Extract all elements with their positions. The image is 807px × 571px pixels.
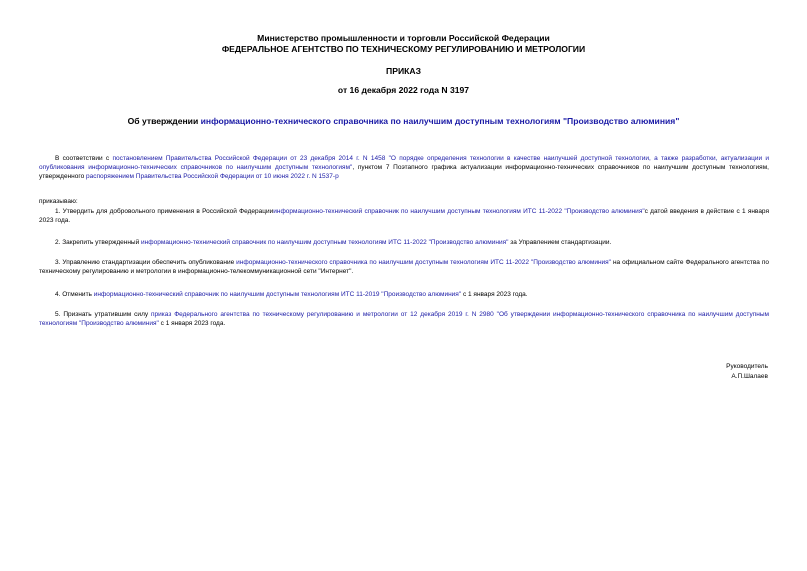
item-4-text-b: с 1 января 2023 года. (461, 291, 528, 298)
doc-type: ПРИКАЗ (386, 66, 421, 76)
item-1-link[interactable]: информационно-технический справочник по наилучшим доступным технологиям ИТС 11-2022 "Производство алюминия" (273, 208, 645, 215)
item-4-link[interactable]: информационно-технический справочник по наилучшим доступным технологиям ИТС 11-2019 "Производство алюминия" (93, 291, 462, 298)
signature-role: Руководитель (726, 363, 768, 370)
item-3-link[interactable]: информационно-технического справочника по наилучшим доступным технологиям ИТС 11-2022 "Производство алюминия" (236, 259, 611, 266)
item-5 (39, 310, 769, 328)
item-2-text-b: за Управлением стандартизации. (508, 239, 612, 246)
doc-date: от 16 декабря 2022 года N 3197 (337, 85, 470, 95)
preamble-link-decree[interactable]: постановлением Правительства Российской Федерации от 23 декабря 2014 г. N 1458 "О порядке определения технологии в качестве наилучшей доступной технологии, а также разработки, актуализации и опубликования информационно-технических справочников по наилучшим доступным технологиям" (39, 155, 770, 172)
preamble (39, 154, 769, 182)
title-prefix: Об утверждении (127, 116, 201, 126)
item-4-text-a: 4. Отменить (55, 291, 94, 298)
ministry-name: Министерство промышленности и торговли Российской Федерации (257, 33, 550, 43)
item-2 (39, 238, 769, 247)
item-5-link[interactable]: приказ Федерального агентства по техническому регулированию и метрологии от 12 декабря 2019 г. N 2980 "Об утверждении информационно-технического справочника по наилучшим доступным технологиям "Производство алюминия" (39, 311, 769, 328)
item-3-text-b: на официальном сайте Федерального агентства по техническому регулированию и метрологии в информационно-телекоммуникационной сети "Интернет". (39, 259, 769, 276)
item-1-text-a: 1. Утвердить для добровольного применения в Российской Федерации (55, 208, 274, 215)
item-4 (39, 290, 769, 299)
item-3 (39, 258, 769, 276)
item-5-text-b: с 1 января 2023 года. (158, 320, 226, 328)
preamble-link-order[interactable]: распоряжением Правительства Российской Федерации от 10 июня 2022 г. N 1537-р (86, 173, 339, 181)
item-3-text-a: 3. Управлению стандартизации обеспечить опубликование (55, 259, 237, 266)
agency-name: ФЕДЕРАЛЬНОЕ АГЕНТСТВО ПО ТЕХНИЧЕСКОМУ РЕГУЛИРОВАНИЮ И МЕТРОЛОГИИ (221, 44, 586, 54)
item-1-text-b: с датой введения в действие с 1 января 2023 года. (39, 208, 769, 225)
order-word: приказываю: (39, 198, 78, 205)
preamble-text-1: В соответствии с (55, 155, 113, 162)
page-title (0, 116, 807, 126)
item-1 (39, 207, 769, 225)
item-2-link[interactable]: информационно-технический справочник по наилучшим доступным технологиям ИТС 11-2022 "Производство алюминия" (141, 239, 509, 246)
item-2-text-a: 2. Закрепить утвержденный (55, 239, 142, 246)
item-5-text-a: 5. Признать утратившим силу (55, 311, 152, 318)
preamble-text-2: , пунктом 7 Поэтапного графика актуализации информационно-технических справочников по наилучшим доступным технологиям, утвержденного (39, 164, 769, 181)
title-link[interactable]: информационно-технического справочника по наилучшим доступным технологиям "Производство алюминия" (200, 116, 680, 126)
signature-name: А.П.Шалаев (731, 373, 768, 380)
